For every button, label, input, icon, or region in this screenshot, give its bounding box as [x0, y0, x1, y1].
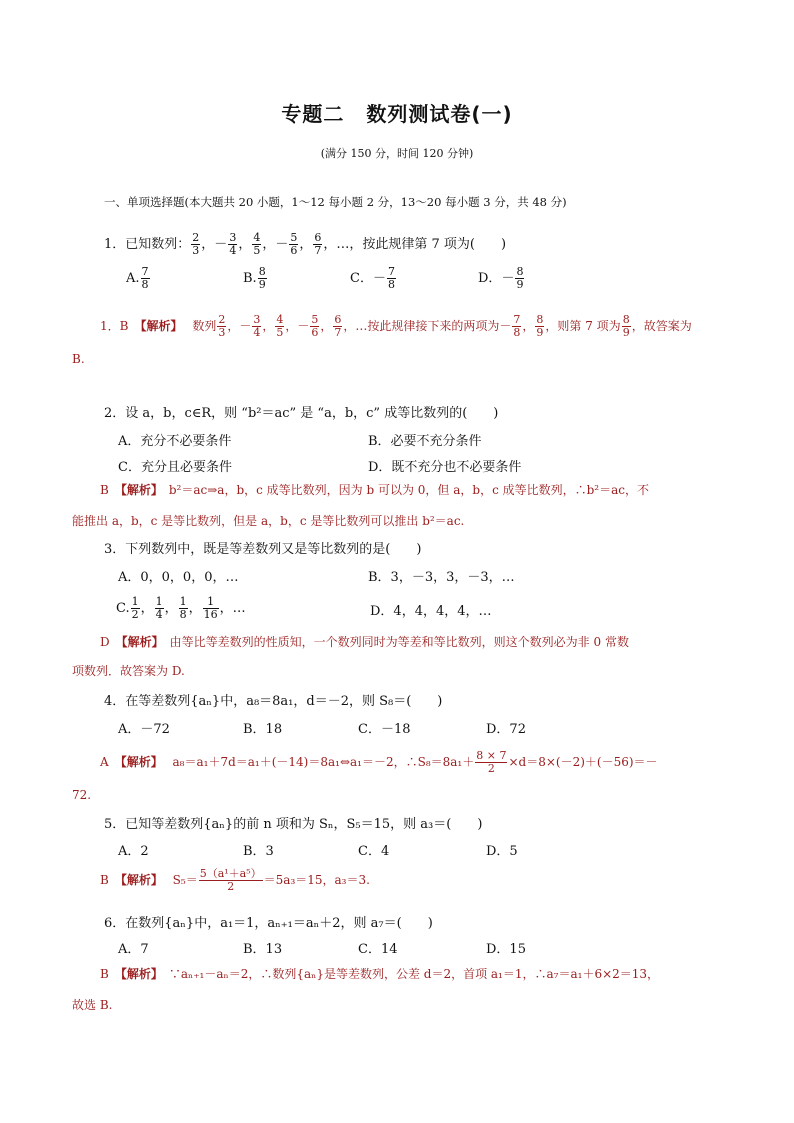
option-b[interactable]: B. $\frac{8}{9}$	[243, 265, 266, 291]
question-4: 4．在等差数列{aₙ}中，a₈＝8a₁，d＝－2，则 S₈＝( )	[104, 694, 443, 709]
question-3: 3．下列数列中，既是等差数列又是等比数列的是( )	[104, 542, 422, 557]
option-b[interactable]: B．必要不充分条件	[368, 434, 482, 449]
option-b[interactable]: B．18	[243, 722, 283, 737]
page-title	[0, 98, 794, 127]
title-main: 专题二	[281, 102, 345, 126]
option-b[interactable]: B．3	[243, 844, 274, 859]
answer-4: A 【解析】 a₈＝a₁＋7d＝a₁＋(－14)＝8a₁⇔a₁＝－2，∴S₈＝8a₁＋ $\frac{8 \times 7}{2}$ ×d＝8×(－2)＋(－56)＝－	[100, 749, 658, 775]
question-number: 1．	[104, 237, 126, 252]
option-c[interactable]: C．－18	[358, 722, 411, 737]
option-a[interactable]: A．充分不必要条件	[118, 434, 232, 449]
option-a[interactable]: A．2	[118, 844, 149, 859]
answer-2-wrap: 能推出 a，b，c 是等比数列，但是 a，b，c 是等比数列可以推出 b²＝ac.	[72, 514, 465, 528]
question-5: 5．已知等差数列{aₙ}的前 n 项和为 Sₙ，S₅＝15，则 a₃＝( )	[104, 817, 483, 832]
answer-3-wrap: 项数列．故答案为 D.	[72, 664, 185, 678]
option-a[interactable]: A. $\frac{7}{8}$	[126, 265, 149, 291]
answer-5: B 【解析】 S₅＝ $\frac{\text{5（a¹＋a⁵）}}{2}$ ＝5a₃＝15，a₃＝3.	[100, 867, 370, 893]
answer-3: D 【解析】 由等比等差数列的性质知，一个数列同时为等差和等比数列，则这个数列必为非 0 常数	[100, 635, 629, 649]
option-b[interactable]: B．13	[243, 942, 283, 957]
option-a[interactable]: A．7	[118, 942, 149, 957]
option-a[interactable]: A．－72	[118, 722, 170, 737]
option-d[interactable]: D．15	[486, 942, 526, 957]
page-subtitle: (满分 150 分，时间 120 分钟)	[320, 147, 474, 160]
answer-4-wrap: 72.	[72, 788, 92, 802]
option-d[interactable]: D．5	[486, 844, 518, 859]
question-1: 1．已知数列： $\frac{2}{3}$ ，－ $\frac{3}{4}$ ， $\frac{4}{5}$ ，－ $\frac{5}{6}$ ， $\frac{6}{7}$ ，…，按此规律第 7 项为( )	[104, 231, 507, 257]
question-stem-suffix: ，…，按此规律第 7 项为( )	[323, 237, 507, 252]
question-6: 6．在数列{aₙ}中，a₁＝1，aₙ₊₁＝aₙ＋2，则 a₇＝( )	[104, 916, 433, 931]
option-a[interactable]: A．0，0，0，0，…	[118, 570, 239, 585]
option-c[interactable]: C．14	[358, 942, 398, 957]
option-b[interactable]: B．3，－3，3，－3，…	[368, 570, 515, 585]
option-c[interactable]: C．4	[358, 844, 390, 859]
answer-1-wrap: B.	[72, 352, 85, 366]
answer-2: B 【解析】 b²＝ac⇒a，b，c 成等比数列，因为 b 可以为 0，但 a，b，c 成等比数列，∴b²＝ac，不	[100, 483, 649, 497]
title-rest: 数列测试卷(一)	[366, 102, 513, 126]
answer-6: B 【解析】 ∵aₙ₊₁－aₙ＝2，∴数列{aₙ}是等差数列，公差 d＝2，首项 a₁＝1，∴a₇＝a₁＋6×2＝13，	[100, 967, 660, 981]
option-d[interactable]: D．既不充分也不必要条件	[368, 460, 522, 475]
option-c[interactable]: C. $\frac{1}{2}$ ， $\frac{1}{4}$ ， $\frac{1}{8}$ ， $\frac{1}{16}$ ，…	[116, 595, 246, 621]
answer-1: 1．B 【解析】 数列 $\frac{2}{3}$ ，－ $\frac{3}{4}$ ， $\frac{4}{5}$ ，－ $\frac{5}{6}$ ， $\frac{6}{7}$ ，…按此规律接下来的两项为－ $\frac{7}{8}$ ， $\frac{8}{9}$ ，则第 7 项为 $\frac{8}{9}$ ，故答案为	[100, 313, 692, 339]
question-2: 2．设 a，b，c∈R，则 “b²＝ac” 是 “a，b，c” 成等比数列的( )	[104, 406, 499, 421]
option-c[interactable]: C．－ $\frac{7}{8}$	[350, 265, 395, 291]
question-stem: 已知数列：	[125, 237, 191, 252]
answer-6-wrap: 故选 B.	[72, 998, 113, 1012]
section-heading: 一、单项选择题(本大题共 20 小题，1～12 每小题 2 分，13～20 每小题 3 分，共 48 分)	[104, 195, 567, 209]
option-d[interactable]: D．－ $\frac{8}{9}$	[478, 265, 524, 291]
option-d[interactable]: D．72	[486, 722, 526, 737]
option-d[interactable]: D．4，4，4，4，…	[370, 604, 492, 619]
option-c[interactable]: C．充分且必要条件	[118, 460, 232, 475]
